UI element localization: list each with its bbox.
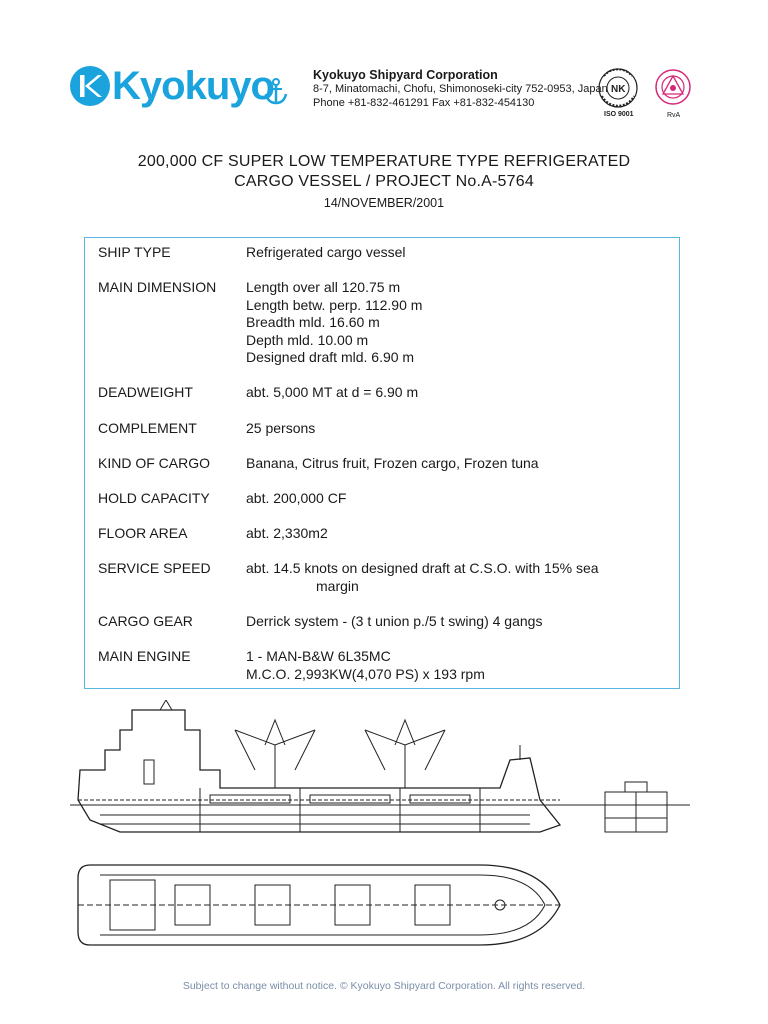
spec-label: KIND OF CARGO [98, 455, 211, 471]
spec-value [246, 648, 676, 683]
general-arrangement-drawing [60, 700, 700, 970]
derrick-masts [235, 720, 520, 788]
spec-label: FLOOR AREA [98, 525, 188, 541]
midship-section-view [605, 782, 667, 832]
spec-value: abt. 5,000 MT at d = 6.90 m [246, 384, 419, 400]
company-info [313, 68, 608, 110]
spec-value [246, 560, 676, 595]
spec-value: Derrick system - (3 t union p./5 t swing) 4 gangs [246, 613, 543, 629]
company-logo [70, 66, 274, 106]
anchor-icon [263, 78, 289, 106]
iso-label: ISO 9001 [604, 111, 634, 118]
spec-value: Banana, Citrus fruit, Frozen cargo, Frozen tuna [246, 455, 539, 471]
logo-wordmark: Kyokuyo [112, 64, 274, 108]
spec-label: COMPLEMENT [98, 420, 197, 436]
spec-value: abt. 200,000 CF [246, 490, 347, 506]
spec-value: Refrigerated cargo vessel [246, 244, 406, 260]
spec-label: MAIN DIMENSION [98, 279, 217, 295]
specification-table [84, 237, 680, 689]
spec-value-line: Length betw. perp. 112.90 m [246, 296, 423, 313]
spec-label: MAIN ENGINE [98, 648, 191, 664]
company-contact: Phone +81-832-461291 Fax +81-832-454130 [313, 97, 535, 109]
company-address: 8-7, Minatomachi, Chofu, Shimonoseki-city 752-0953, Japan [313, 83, 608, 95]
spec-value-line: Depth mld. 10.00 m [246, 331, 369, 348]
logo-mark-icon [70, 66, 110, 106]
spec-value [246, 279, 676, 367]
ship-profile-view [70, 700, 690, 832]
certification-marks [596, 66, 706, 123]
spec-value: 25 persons [246, 420, 316, 436]
company-name: Kyokuyo Shipyard Corporation [313, 68, 498, 82]
spec-label: SHIP TYPE [98, 244, 171, 260]
svg-text:NK: NK [611, 84, 626, 95]
spec-label: SERVICE SPEED [98, 560, 211, 576]
title-date: 14/NOVEMBER/2001 [323, 196, 445, 210]
title-line-1: 200,000 CF SUPER LOW TEMPERATURE TYPE REFRIGERATED [137, 153, 631, 170]
spec-value-line: M.C.O. 2,993KW(4,070 PS) x 193 rpm [246, 665, 485, 682]
spec-value-line: abt. 14.5 knots on designed draft at C.S.O. with 15% sea [246, 560, 599, 576]
title-line-2: CARGO VESSEL / PROJECT No.A-5764 [234, 173, 534, 190]
ship-plan-view [78, 865, 560, 945]
document-title [0, 152, 768, 212]
spec-value-line: margin [316, 577, 359, 594]
spec-label: CARGO GEAR [98, 613, 193, 629]
spec-value-line: 1 - MAN-B&W 6L35MC [246, 648, 391, 664]
spec-label: DEADWEIGHT [98, 384, 193, 400]
footer-note: Subject to change without notice. © Kyokuyo Shipyard Corporation. All rights reserved. [182, 980, 586, 992]
spec-label: HOLD CAPACITY [98, 490, 210, 506]
rva-label: RvA [667, 112, 681, 119]
spec-value: abt. 2,330m2 [246, 525, 328, 541]
spec-value-line: Breadth mld. 16.60 m [246, 314, 380, 330]
spec-value-line: Length over all 120.75 m [246, 279, 401, 295]
spec-value-line: Designed draft mld. 6.90 m [246, 349, 415, 365]
